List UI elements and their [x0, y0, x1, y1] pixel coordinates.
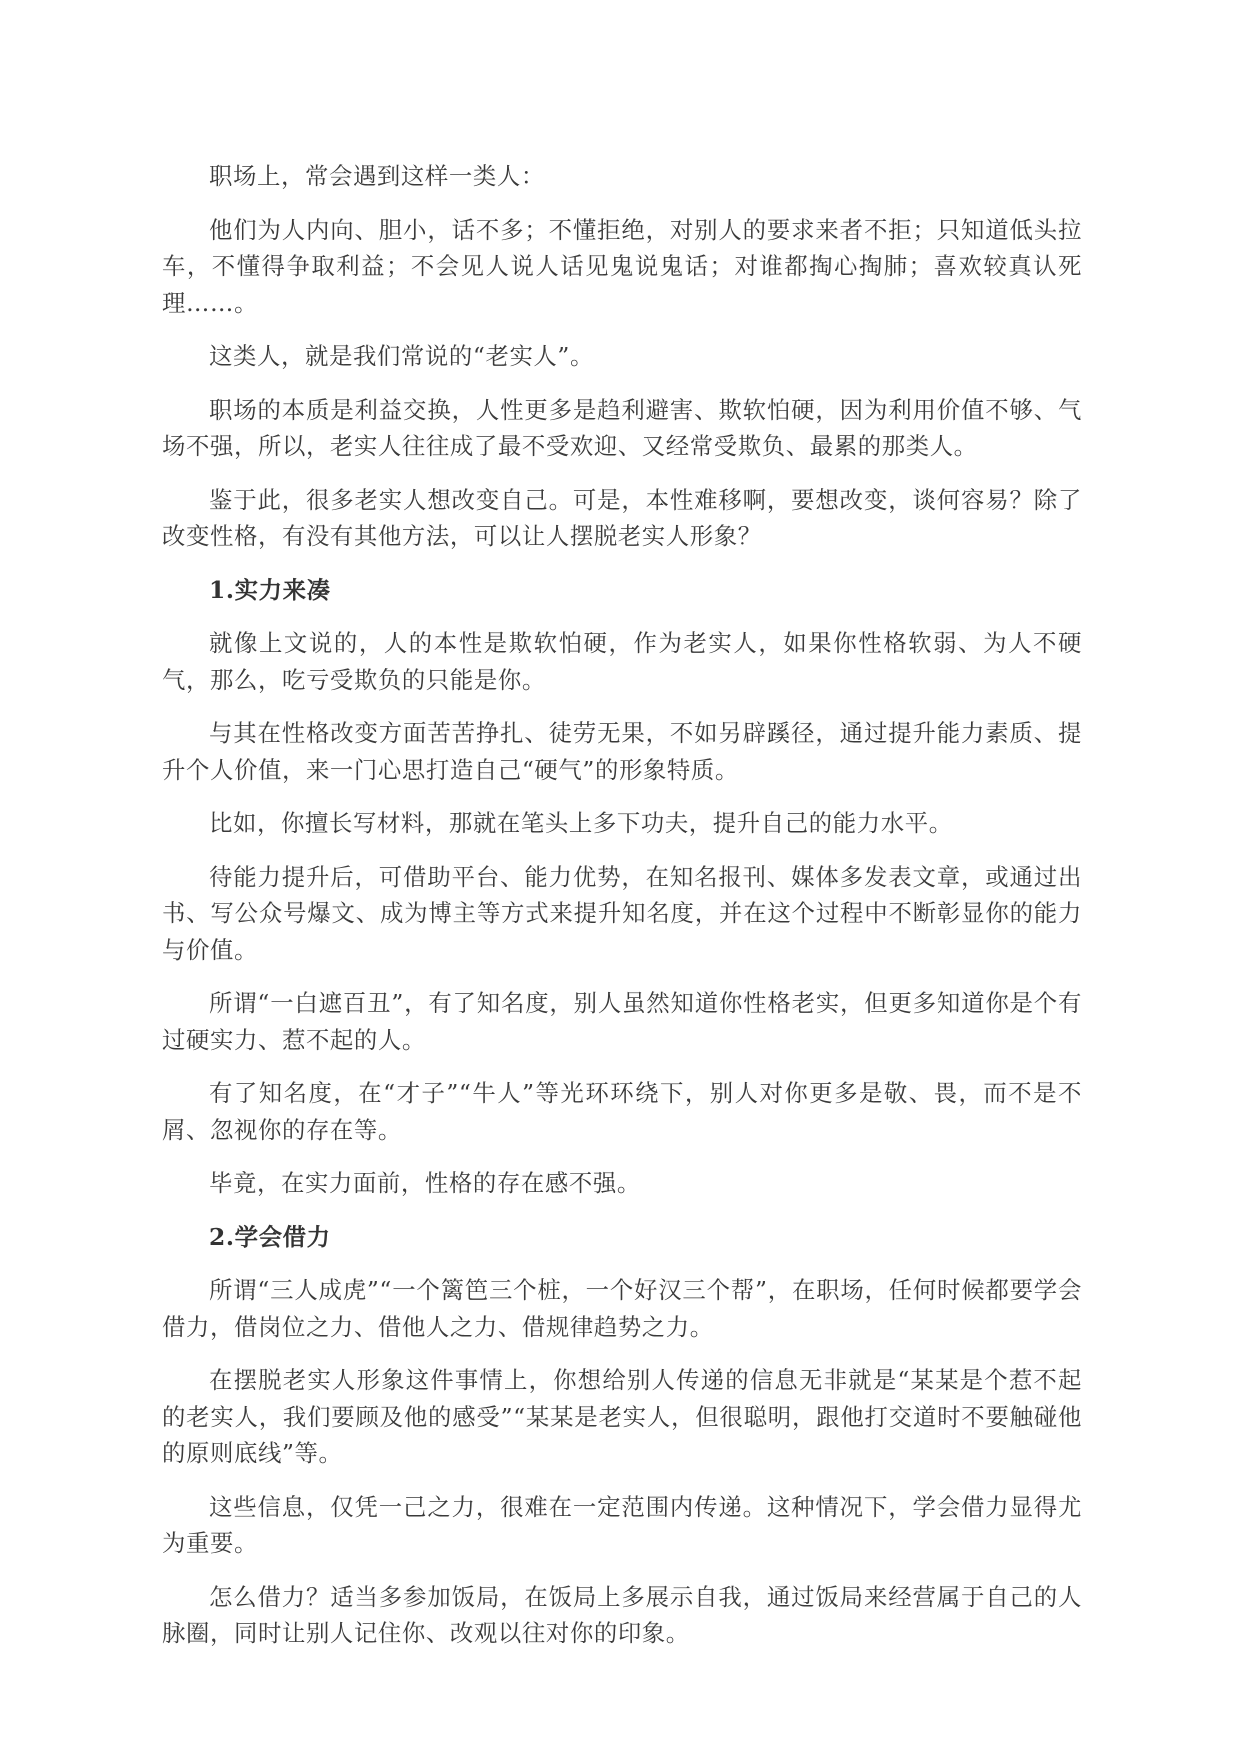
paragraph: 待能力提升后，可借助平台、能力优势，在知名报刊、媒体多发表文章，或通过出书、写公众号爆文、成为博主等方式来提升知名度，并在这个过程中不断彰显你的能力与价值。 — [162, 862, 1082, 964]
paragraph: 在摆脱老实人形象这件事情上，你想给别人传递的信息无非就是“某某是个惹不起的老实人，我们要顾及他的感受”“某某是老实人，但很聪明，跟他打交道时不要触碰他的原则底线”等。 — [162, 1366, 1082, 1467]
paragraph: 这类人，就是我们常说的“老实人”。 — [209, 342, 594, 370]
article-body — [162, 158, 1082, 1669]
section-heading: 2.学会借力 — [209, 1222, 331, 1251]
paragraph: 他们为人内向、胆小，话不多；不懂拒绝，对别人的要求来者不拒；只知道低头拉车，不懂得争取利益；不会见人说人话见鬼说鬼话；对谁都掏心掏肺；喜欢较真认死理……。 — [162, 215, 1082, 317]
paragraph: 就像上文说的，人的本性是欺软怕硬，作为老实人，如果你性格软弱、为人不硬气，那么，吃亏受欺负的只能是你。 — [162, 629, 1082, 694]
paragraph: 怎么借力？适当多参加饭局，在饭局上多展示自我，通过饭局来经营属于自己的人脉圈，同时让别人记住你、改观以往对你的印象。 — [162, 1582, 1082, 1647]
paragraph: 有了知名度，在“才子”“牛人”等光环环绕下，别人对你更多是敬、畏，而不是不屑、忽视你的存在等。 — [162, 1079, 1082, 1144]
section-heading: 1.实力来凑 — [209, 575, 331, 604]
paragraph: 鉴于此，很多老实人想改变自己。可是，本性难移啊，要想改变，谈何容易？除了改变性格，有没有其他方法，可以让人摆脱老实人形象？ — [162, 485, 1082, 550]
paragraph: 比如，你擅长写材料，那就在笔头上多下功夫，提升自己的能力水平。 — [209, 809, 953, 837]
paragraph: 这些信息，仅凭一己之力，很难在一定范围内传递。这种情况下，学会借力显得尤为重要。 — [162, 1492, 1082, 1557]
paragraph: 所谓“三人成虎”“一个篱笆三个桩，一个好汉三个帮”，在职场，任何时候都要学会借力，借岗位之力、借他人之力、借规律趋势之力。 — [162, 1276, 1082, 1341]
paragraph: 毕竟，在实力面前，性格的存在感不强。 — [209, 1169, 641, 1197]
paragraph: 与其在性格改变方面苦苦挣扎、徒劳无果，不如另辟蹊径，通过提升能力素质、提升个人价值，来一门心思打造自己“硬气”的形象特质。 — [162, 719, 1082, 784]
paragraph: 职场的本质是利益交换，人性更多是趋利避害、欺软怕硬，因为利用价值不够、气场不强，所以，老实人往往成了最不受欢迎、又经常受欺负、最累的那类人。 — [162, 395, 1082, 460]
paragraph: 职场上，常会遇到这样一类人： — [209, 162, 545, 190]
paragraph: 所谓“一白遮百丑”，有了知名度，别人虽然知道你性格老实，但更多知道你是个有过硬实力、惹不起的人。 — [162, 989, 1082, 1054]
